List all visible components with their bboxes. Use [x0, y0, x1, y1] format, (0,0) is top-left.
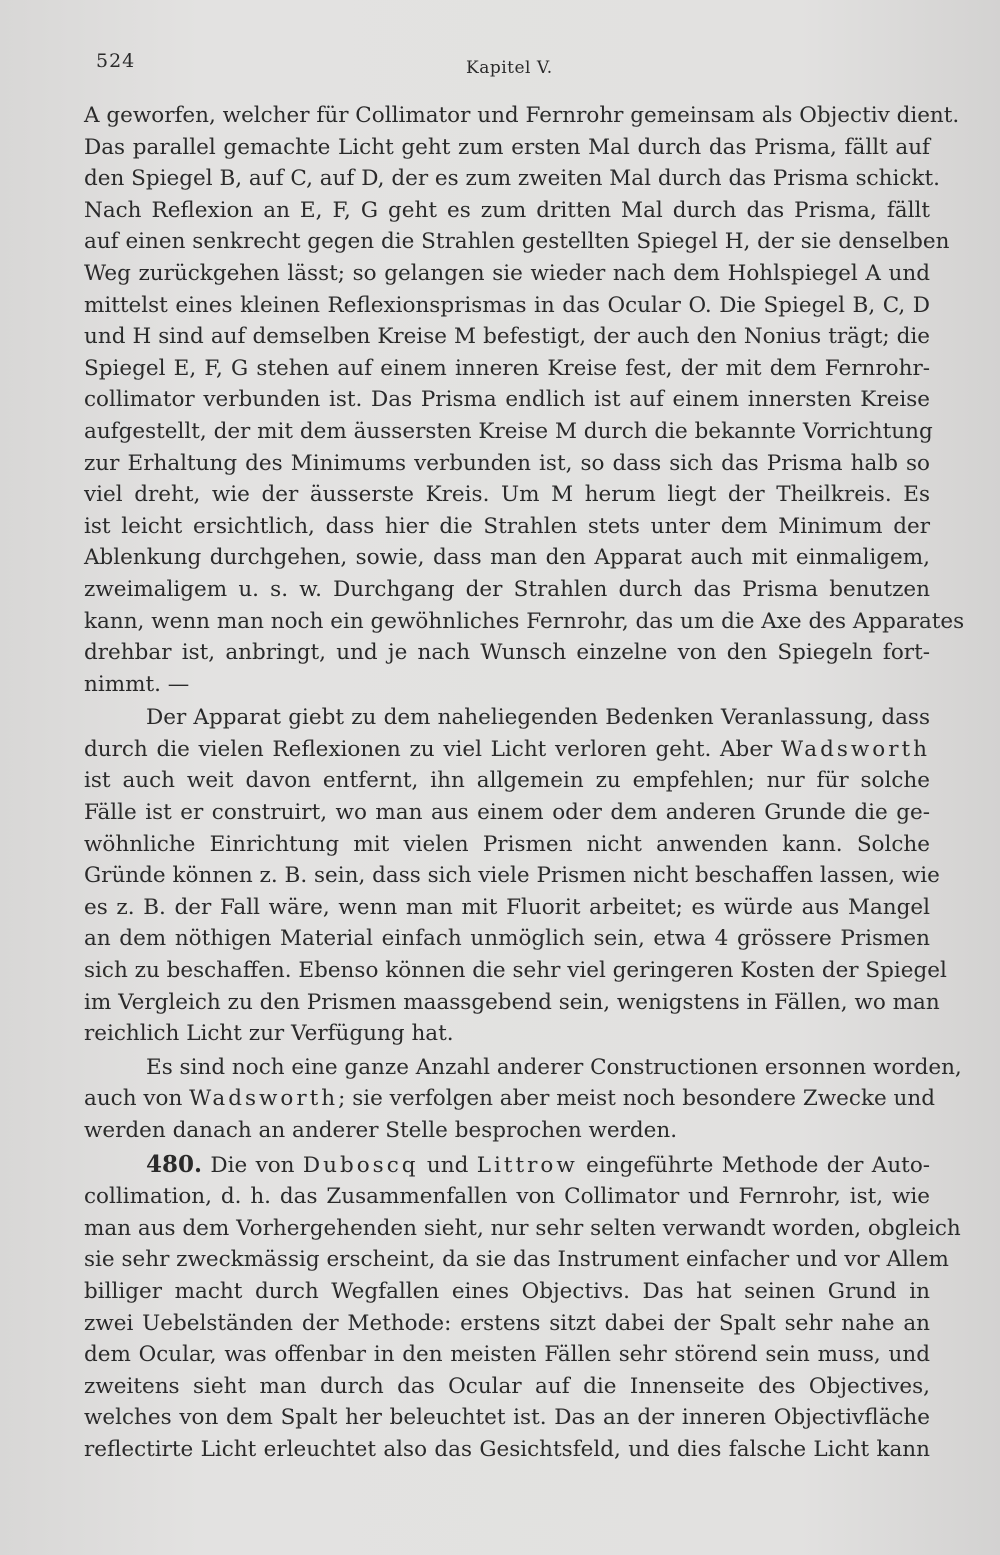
text-run: auch von	[84, 1086, 183, 1112]
running-head: Kapitel V.	[466, 58, 553, 78]
text-line: reflectirte Licht erleuchtet also das Gesichtsfeld, und dies falsche Licht kann	[84, 1436, 930, 1462]
text-line: welches von dem Spalt her beleuchtet ist. Das an der inneren Objectivfläche	[84, 1405, 930, 1431]
text-line: auf einen senkrecht gegen die Strahlen gestellten Spiegel H, der sie denselben	[84, 229, 950, 255]
text-run: und	[426, 1152, 469, 1178]
paragraph-2	[84, 702, 947, 1050]
text-line: zweimaligem u. s. w. Durchgang der Strahlen durch das Prisma benutzen	[84, 576, 930, 602]
text-line: aufgestellt, der mit dem äussersten Kreise M durch die bekannte Vorrichtung	[84, 418, 933, 444]
body-text	[84, 100, 965, 1466]
text-line: viel dreht, wie der äusserste Kreis. Um M herum liegt der Theilkreis. Es	[84, 482, 930, 508]
paragraph-1	[84, 100, 965, 700]
text-line: an dem nöthigen Material einfach unmöglich sein, etwa 4 grössere Prismen	[84, 926, 930, 952]
text-line: dem Ocular, was offenbar in den meisten Fällen sehr störend sein muss, und	[84, 1342, 930, 1368]
text-line: sich zu beschaffen. Ebenso können die sehr viel geringeren Kosten der Spiegel	[84, 958, 947, 984]
text-line: man aus dem Vorhergehenden sieht, nur sehr selten verwandt worden, obgleich	[84, 1215, 961, 1241]
text-line: sie sehr zweckmässig erscheint, da sie das Instrument einfacher und vor Allem	[84, 1247, 949, 1273]
text-line: Ablenkung durchgehen, sowie, dass man den Apparat auch mit einmaligem,	[84, 545, 930, 571]
text-run: eingeführte Methode der Auto-	[586, 1152, 931, 1178]
text-line: Das parallel gemachte Licht geht zum ersten Mal durch das Prisma, fällt auf	[84, 134, 930, 160]
author-name: Wadsworth	[781, 736, 930, 762]
text-line	[84, 734, 930, 766]
text-line: zwei Uebelständen der Methode: erstens sitzt dabei der Spalt sehr nahe an	[84, 1310, 930, 1336]
text-run: Die von	[210, 1152, 295, 1178]
text-line: Nach Reflexion an E, F, G geht es zum dritten Mal durch das Prisma, fällt	[84, 197, 930, 223]
text-line: kann, wenn man noch ein gewöhnliches Fernrohr, das um die Axe des Apparates	[84, 608, 965, 634]
text-line: Der Apparat giebt zu dem naheliegenden Bedenken Veranlassung, dass	[146, 705, 930, 731]
text-line: wöhnliche Einrichtung mit vielen Prismen nicht anwenden kann. Solche	[84, 831, 930, 857]
paragraph-3	[84, 1052, 962, 1147]
text-line: ist leicht ersichtlich, dass hier die Strahlen stets unter dem Minimum der	[84, 513, 930, 539]
author-name: Duboscq	[302, 1152, 419, 1178]
text-line: Gründe können z. B. sein, dass sich viele Prismen nicht beschaffen lassen, wie	[84, 863, 940, 889]
text-line: A geworfen, welcher für Collimator und Fernrohr gemeinsam als Objectiv dient.	[84, 103, 960, 128]
text-line: billiger macht durch Wegfallen eines Objectivs. Das hat seinen Grund in	[84, 1278, 930, 1304]
author-name: Wadsworth	[189, 1086, 339, 1112]
text-line: den Spiegel B, auf C, auf D, der es zum zweiten Mal durch das Prisma schickt.	[84, 166, 940, 192]
text-line	[84, 1149, 930, 1182]
text-line: nimmt. —	[84, 671, 190, 697]
text-line: und H sind auf demselben Kreise M befestigt, der auch den Nonius trägt; die	[84, 324, 930, 350]
text-line: Fälle ist er construirt, wo man aus einem oder dem anderen Grunde die ge-	[84, 800, 930, 826]
section-480	[84, 1149, 961, 1466]
text-line: werden danach an anderer Stelle besprochen werden.	[84, 1118, 678, 1143]
text-line: ist auch weit davon entfernt, ihn allgemein zu empfehlen; nur für solche	[84, 768, 930, 794]
text-line: im Vergleich zu den Prismen maassgebend sein, wenigstens in Fällen, wo man	[84, 989, 940, 1015]
text-line: Weg zurückgehen lässt; so gelangen sie wieder nach dem Hohlspiegel A und	[84, 260, 930, 286]
author-name: Littrow	[476, 1152, 578, 1178]
text-line: drehbar ist, anbringt, und je nach Wunsch einzelne von den Spiegeln fort-	[84, 640, 930, 666]
section-number: 480.	[146, 1150, 203, 1178]
text-line	[84, 1083, 935, 1115]
text-line: reichlich Licht zur Verfügung hat.	[84, 1021, 454, 1047]
text-line: zur Erhaltung des Minimums verbunden ist, so dass sich das Prisma halb so	[84, 450, 930, 476]
text-run: durch die vielen Reflexionen zu viel Licht verloren geht. Aber	[84, 736, 773, 762]
text-line: collimation, d. h. das Zusammenfallen von Collimator und Fernrohr, ist, wie	[84, 1184, 930, 1210]
text-line: Es sind noch eine ganze Anzahl anderer Constructionen ersonnen worden,	[146, 1054, 962, 1080]
text-line: Spiegel E, F, G stehen auf einem inneren Kreise fest, der mit dem Fernrohr-	[84, 355, 930, 381]
page-number: 524	[96, 50, 136, 72]
text-line: mittelst eines kleinen Reflexionsprismas in das Ocular O. Die Spiegel B, C, D	[84, 292, 930, 318]
text-line: collimator verbunden ist. Das Prisma endlich ist auf einem innersten Kreise	[84, 387, 930, 413]
text-run: ; sie verfolgen aber meist noch besondere Zwecke und	[338, 1086, 935, 1112]
text-line: zweitens sieht man durch das Ocular auf die Innenseite des Objectives,	[84, 1373, 930, 1399]
text-line: es z. B. der Fall wäre, wenn man mit Fluorit arbeitet; es würde aus Mangel	[84, 894, 930, 920]
